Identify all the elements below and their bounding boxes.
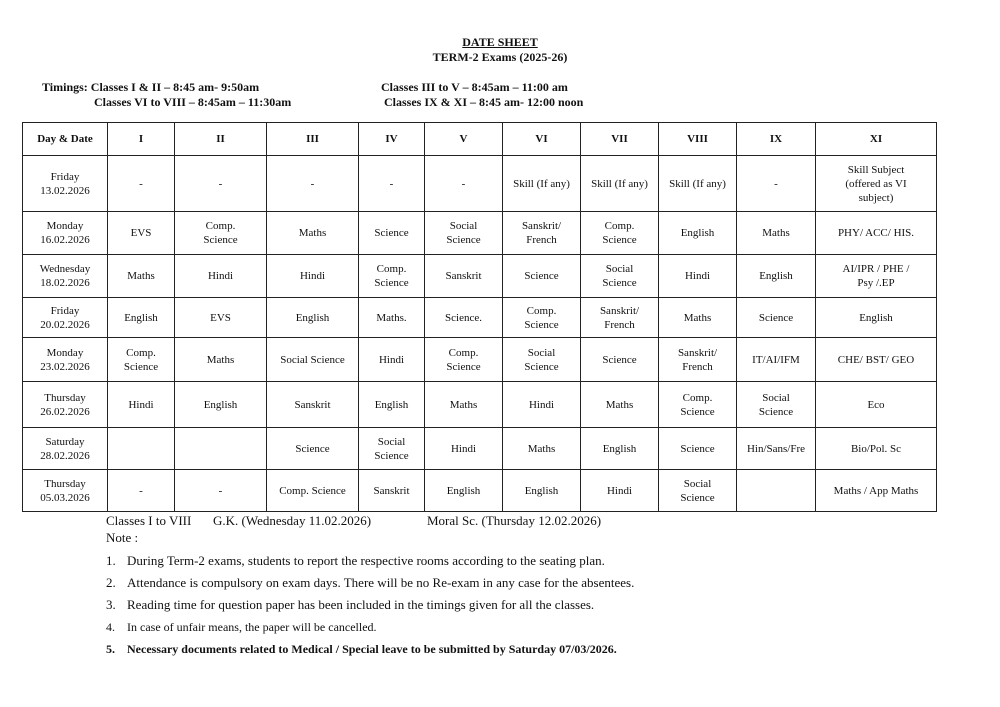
subject-cell: - <box>267 156 359 212</box>
subject-cell: Skill (If any) <box>503 156 581 212</box>
subject-cell: Hindi <box>359 338 425 382</box>
subject-cell: Maths <box>175 338 267 382</box>
subject-cell: English <box>737 255 816 298</box>
subject-cell: Comp. Science <box>659 382 737 428</box>
note-item <box>106 575 634 591</box>
subject-cell: Hindi <box>425 428 503 470</box>
table-row <box>23 212 937 255</box>
subject-cell: Skill Subject (offered as VI subject) <box>816 156 937 212</box>
subject-cell: Science <box>659 428 737 470</box>
subject-cell: Maths <box>581 382 659 428</box>
table-row <box>23 428 937 470</box>
subject-cell: Science <box>503 255 581 298</box>
subject-cell: Science <box>737 298 816 338</box>
subject-cell: Science. <box>425 298 503 338</box>
subject-cell: - <box>175 156 267 212</box>
day-date-cell: Monday 23.02.2026 <box>23 338 108 382</box>
subject-cell: - <box>108 470 175 512</box>
gk-exam-date: G.K. (Wednesday 11.02.2026) <box>213 513 372 528</box>
subject-cell: - <box>175 470 267 512</box>
subject-cell: English <box>581 428 659 470</box>
subject-cell: - <box>108 156 175 212</box>
note-number: 2. <box>106 575 116 590</box>
note-item <box>106 597 594 613</box>
subject-cell: Sanskrit/ French <box>503 212 581 255</box>
column-header: VI <box>503 123 581 156</box>
subject-cell: PHY/ ACC/ HIS. <box>816 212 937 255</box>
subject-cell: Social Science <box>359 428 425 470</box>
subject-cell: Science <box>581 338 659 382</box>
day-date-cell: Thursday 26.02.2026 <box>23 382 108 428</box>
page-title: DATE SHEET <box>462 35 538 49</box>
note-number: 1. <box>106 553 116 568</box>
subject-cell: Sanskrit <box>267 382 359 428</box>
subject-cell: Maths <box>503 428 581 470</box>
subject-cell: Maths / App Maths <box>816 470 937 512</box>
column-header: III <box>267 123 359 156</box>
column-header: I <box>108 123 175 156</box>
note-text: Reading time for question paper has been included in the timings given for all the classes. <box>127 597 595 612</box>
subject-cell: English <box>267 298 359 338</box>
subject-cell: Hin/Sans/Fre <box>737 428 816 470</box>
column-header: XI <box>816 123 937 156</box>
subject-cell: Skill (If any) <box>659 156 737 212</box>
subject-cell: Maths. <box>359 298 425 338</box>
note-number: 5. <box>106 642 115 656</box>
column-header: VIII <box>659 123 737 156</box>
subject-cell: - <box>359 156 425 212</box>
column-header: IV <box>359 123 425 156</box>
column-header: Day & Date <box>23 123 108 156</box>
subject-cell: Comp. Science <box>581 212 659 255</box>
moral-science-exam-date: Moral Sc. (Thursday 12.02.2026) <box>427 513 602 528</box>
subject-cell: English <box>175 382 267 428</box>
subject-cell: Sanskrit/ French <box>581 298 659 338</box>
subject-cell: - <box>425 156 503 212</box>
subject-cell: - <box>737 156 816 212</box>
subject-cell: EVS <box>175 298 267 338</box>
column-header: V <box>425 123 503 156</box>
subject-cell: Maths <box>108 255 175 298</box>
subject-cell: Sanskrit/ French <box>659 338 737 382</box>
subject-cell: Sanskrit <box>425 255 503 298</box>
subject-cell: English <box>359 382 425 428</box>
subject-cell: Social Science <box>581 255 659 298</box>
subject-cell: Skill (If any) <box>581 156 659 212</box>
timing-classes-1-2: Timings: Classes I & II – 8:45 am- 9:50am <box>42 80 260 94</box>
subject-cell: Eco <box>816 382 937 428</box>
subject-cell: English <box>108 298 175 338</box>
table-row <box>23 382 937 428</box>
subject-cell: Science <box>267 428 359 470</box>
gk-classes-label: Classes I to VIII <box>106 513 192 528</box>
subject-cell: Comp. Science <box>175 212 267 255</box>
subject-cell: Sanskrit <box>359 470 425 512</box>
subject-cell: Hindi <box>503 382 581 428</box>
note-item <box>106 642 617 657</box>
subject-cell: Maths <box>659 298 737 338</box>
note-number: 4. <box>106 620 115 634</box>
subject-cell: Hindi <box>581 470 659 512</box>
subject-cell: English <box>425 470 503 512</box>
date-sheet-table <box>22 122 937 512</box>
note-label: Note : <box>106 530 139 545</box>
table-row <box>23 298 937 338</box>
column-header: II <box>175 123 267 156</box>
subject-cell: Comp. Science <box>108 338 175 382</box>
subject-cell <box>108 428 175 470</box>
timing-classes-6-8: Classes VI to VIII – 8:45am – 11:30am <box>94 95 292 109</box>
day-date-cell: Saturday 28.02.2026 <box>23 428 108 470</box>
column-header: IX <box>737 123 816 156</box>
subject-cell: Social Science <box>737 382 816 428</box>
day-date-cell: Wednesday 18.02.2026 <box>23 255 108 298</box>
subject-cell: Maths <box>737 212 816 255</box>
subject-cell: Social Science <box>503 338 581 382</box>
subject-cell: Science <box>359 212 425 255</box>
subject-cell: EVS <box>108 212 175 255</box>
table-row <box>23 156 937 212</box>
subject-cell: AI/IPR / PHE / Psy /.EP <box>816 255 937 298</box>
subject-cell: Maths <box>267 212 359 255</box>
subject-cell: Comp. Science <box>503 298 581 338</box>
note-text: Attendance is compulsory on exam days. There will be no Re-exam in any case for the absentees. <box>127 575 635 590</box>
page-subtitle: TERM-2 Exams (2025-26) <box>432 50 568 64</box>
subject-cell: CHE/ BST/ GEO <box>816 338 937 382</box>
note-text: During Term-2 exams, students to report the respective rooms according to the seating plan. <box>127 553 605 568</box>
subject-cell: Comp. Science <box>267 470 359 512</box>
subject-cell <box>175 428 267 470</box>
note-item <box>106 553 605 569</box>
day-date-cell: Monday 16.02.2026 <box>23 212 108 255</box>
day-date-cell: Thursday 05.03.2026 <box>23 470 108 512</box>
note-text: In case of unfair means, the paper will be cancelled. <box>127 620 377 634</box>
note-item <box>106 620 377 635</box>
subject-cell: Social Science <box>659 470 737 512</box>
subject-cell: Comp. Science <box>359 255 425 298</box>
note-number: 3. <box>106 597 116 612</box>
note-text: Necessary documents related to Medical / Special leave to be submitted by Saturday 07/03/2026. <box>127 642 617 656</box>
subject-cell: Social Science <box>425 212 503 255</box>
subject-cell: Hindi <box>659 255 737 298</box>
subject-cell: English <box>503 470 581 512</box>
day-date-cell: Friday 20.02.2026 <box>23 298 108 338</box>
subject-cell: Hindi <box>267 255 359 298</box>
subject-cell: Maths <box>425 382 503 428</box>
column-header: VII <box>581 123 659 156</box>
subject-cell: Hindi <box>108 382 175 428</box>
subject-cell: English <box>659 212 737 255</box>
subject-cell: IT/AI/IFM <box>737 338 816 382</box>
subject-cell: Comp. Science <box>425 338 503 382</box>
timing-classes-9-11: Classes IX & XI – 8:45 am- 12:00 noon <box>384 95 584 109</box>
table-header-row <box>23 123 937 156</box>
subject-cell <box>737 470 816 512</box>
subject-cell: Hindi <box>175 255 267 298</box>
subject-cell: Bio/Pol. Sc <box>816 428 937 470</box>
day-date-cell: Friday 13.02.2026 <box>23 156 108 212</box>
table-row <box>23 338 937 382</box>
table-row <box>23 470 937 512</box>
subject-cell: English <box>816 298 937 338</box>
timing-classes-3-5: Classes III to V – 8:45am – 11:00 am <box>381 80 568 94</box>
table-row <box>23 255 937 298</box>
subject-cell: Social Science <box>267 338 359 382</box>
